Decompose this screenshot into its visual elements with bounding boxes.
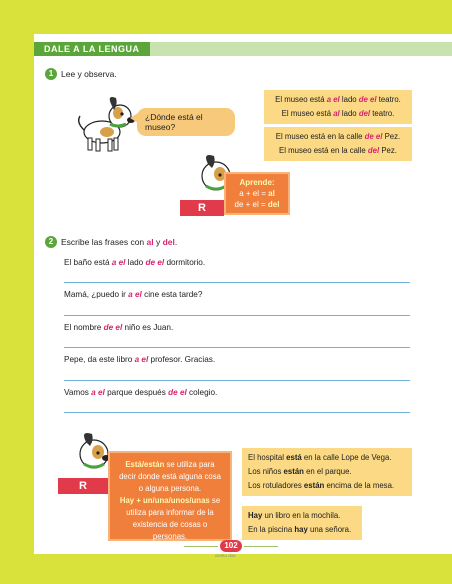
footer-line-right bbox=[244, 546, 278, 547]
example-box-1 bbox=[264, 90, 412, 124]
section-title: DALE A LA LENGUA bbox=[34, 42, 150, 56]
sentence-5: Vamos a el parque después de el colegio. bbox=[64, 388, 218, 397]
speech-bubble: ¿Dónde está el museo? bbox=[137, 108, 235, 136]
rule-paragraph-2: Hay + un/una/unos/unas se utiliza para informar de la existencia de cosas o personas. bbox=[119, 496, 221, 541]
sentence-4: Pepe, da este libro a el profesor. Gracias. bbox=[64, 355, 216, 364]
example-line: El museo está en la calle de el Pez. bbox=[275, 132, 401, 141]
hay-examples-box bbox=[242, 506, 362, 540]
example-line: El museo está en la calle del Pez. bbox=[279, 146, 397, 155]
example-line: Los rotuladores están encima de la mesa. bbox=[248, 481, 395, 490]
sentence-3: El nombre de el niño es Juan. bbox=[64, 323, 174, 332]
example-line: El museo está al lado del teatro. bbox=[281, 109, 395, 118]
page-number: 102 bbox=[220, 540, 242, 552]
example-line: El hospital está en la calle Lope de Vega. bbox=[248, 453, 392, 462]
aprende-box bbox=[224, 172, 290, 215]
example-line: Los niños están en el parque. bbox=[248, 467, 352, 476]
answer-line-1[interactable] bbox=[64, 282, 410, 283]
sentence-1: El baño está a el lado de el dormitorio. bbox=[64, 258, 206, 267]
footer-line-left bbox=[184, 546, 218, 547]
rule-paragraph-1: Está/están se utiliza para decir donde está alguna cosa o alguna persona. bbox=[119, 460, 221, 493]
exercise-2-number: 2 bbox=[45, 236, 57, 248]
aprende-line: de + el = del bbox=[234, 200, 280, 209]
rule-ribbon: R bbox=[58, 478, 108, 494]
answer-line-5[interactable] bbox=[64, 412, 410, 413]
exercise-2-instruction: Escribe las frases con al y del. bbox=[61, 237, 178, 247]
grammar-rule-box bbox=[108, 451, 232, 541]
sentence-2: Mamá, ¿puedo ir a el cine esta tarde? bbox=[64, 290, 203, 299]
example-line: Hay un libro en la mochila. bbox=[248, 511, 341, 520]
exercise-1-instruction: Lee y observa. bbox=[61, 69, 117, 79]
workbook-page bbox=[34, 34, 452, 558]
answer-line-4[interactable] bbox=[64, 380, 410, 381]
example-line: En la piscina hay una señora. bbox=[248, 525, 352, 534]
answer-line-2[interactable] bbox=[64, 315, 410, 316]
example-line: El museo está a el lado de el teatro. bbox=[275, 95, 401, 104]
page-number-words: ciento dos bbox=[215, 553, 236, 558]
dog-illustration bbox=[74, 92, 138, 154]
answer-line-3[interactable] bbox=[64, 347, 410, 348]
aprende-title: Aprende: bbox=[239, 178, 275, 187]
aprende-line: a + el = al bbox=[239, 189, 275, 198]
exercise-1-number: 1 bbox=[45, 68, 57, 80]
example-box-2 bbox=[264, 127, 412, 161]
esta-examples-box bbox=[242, 448, 412, 496]
rule-ribbon: R bbox=[180, 200, 224, 216]
